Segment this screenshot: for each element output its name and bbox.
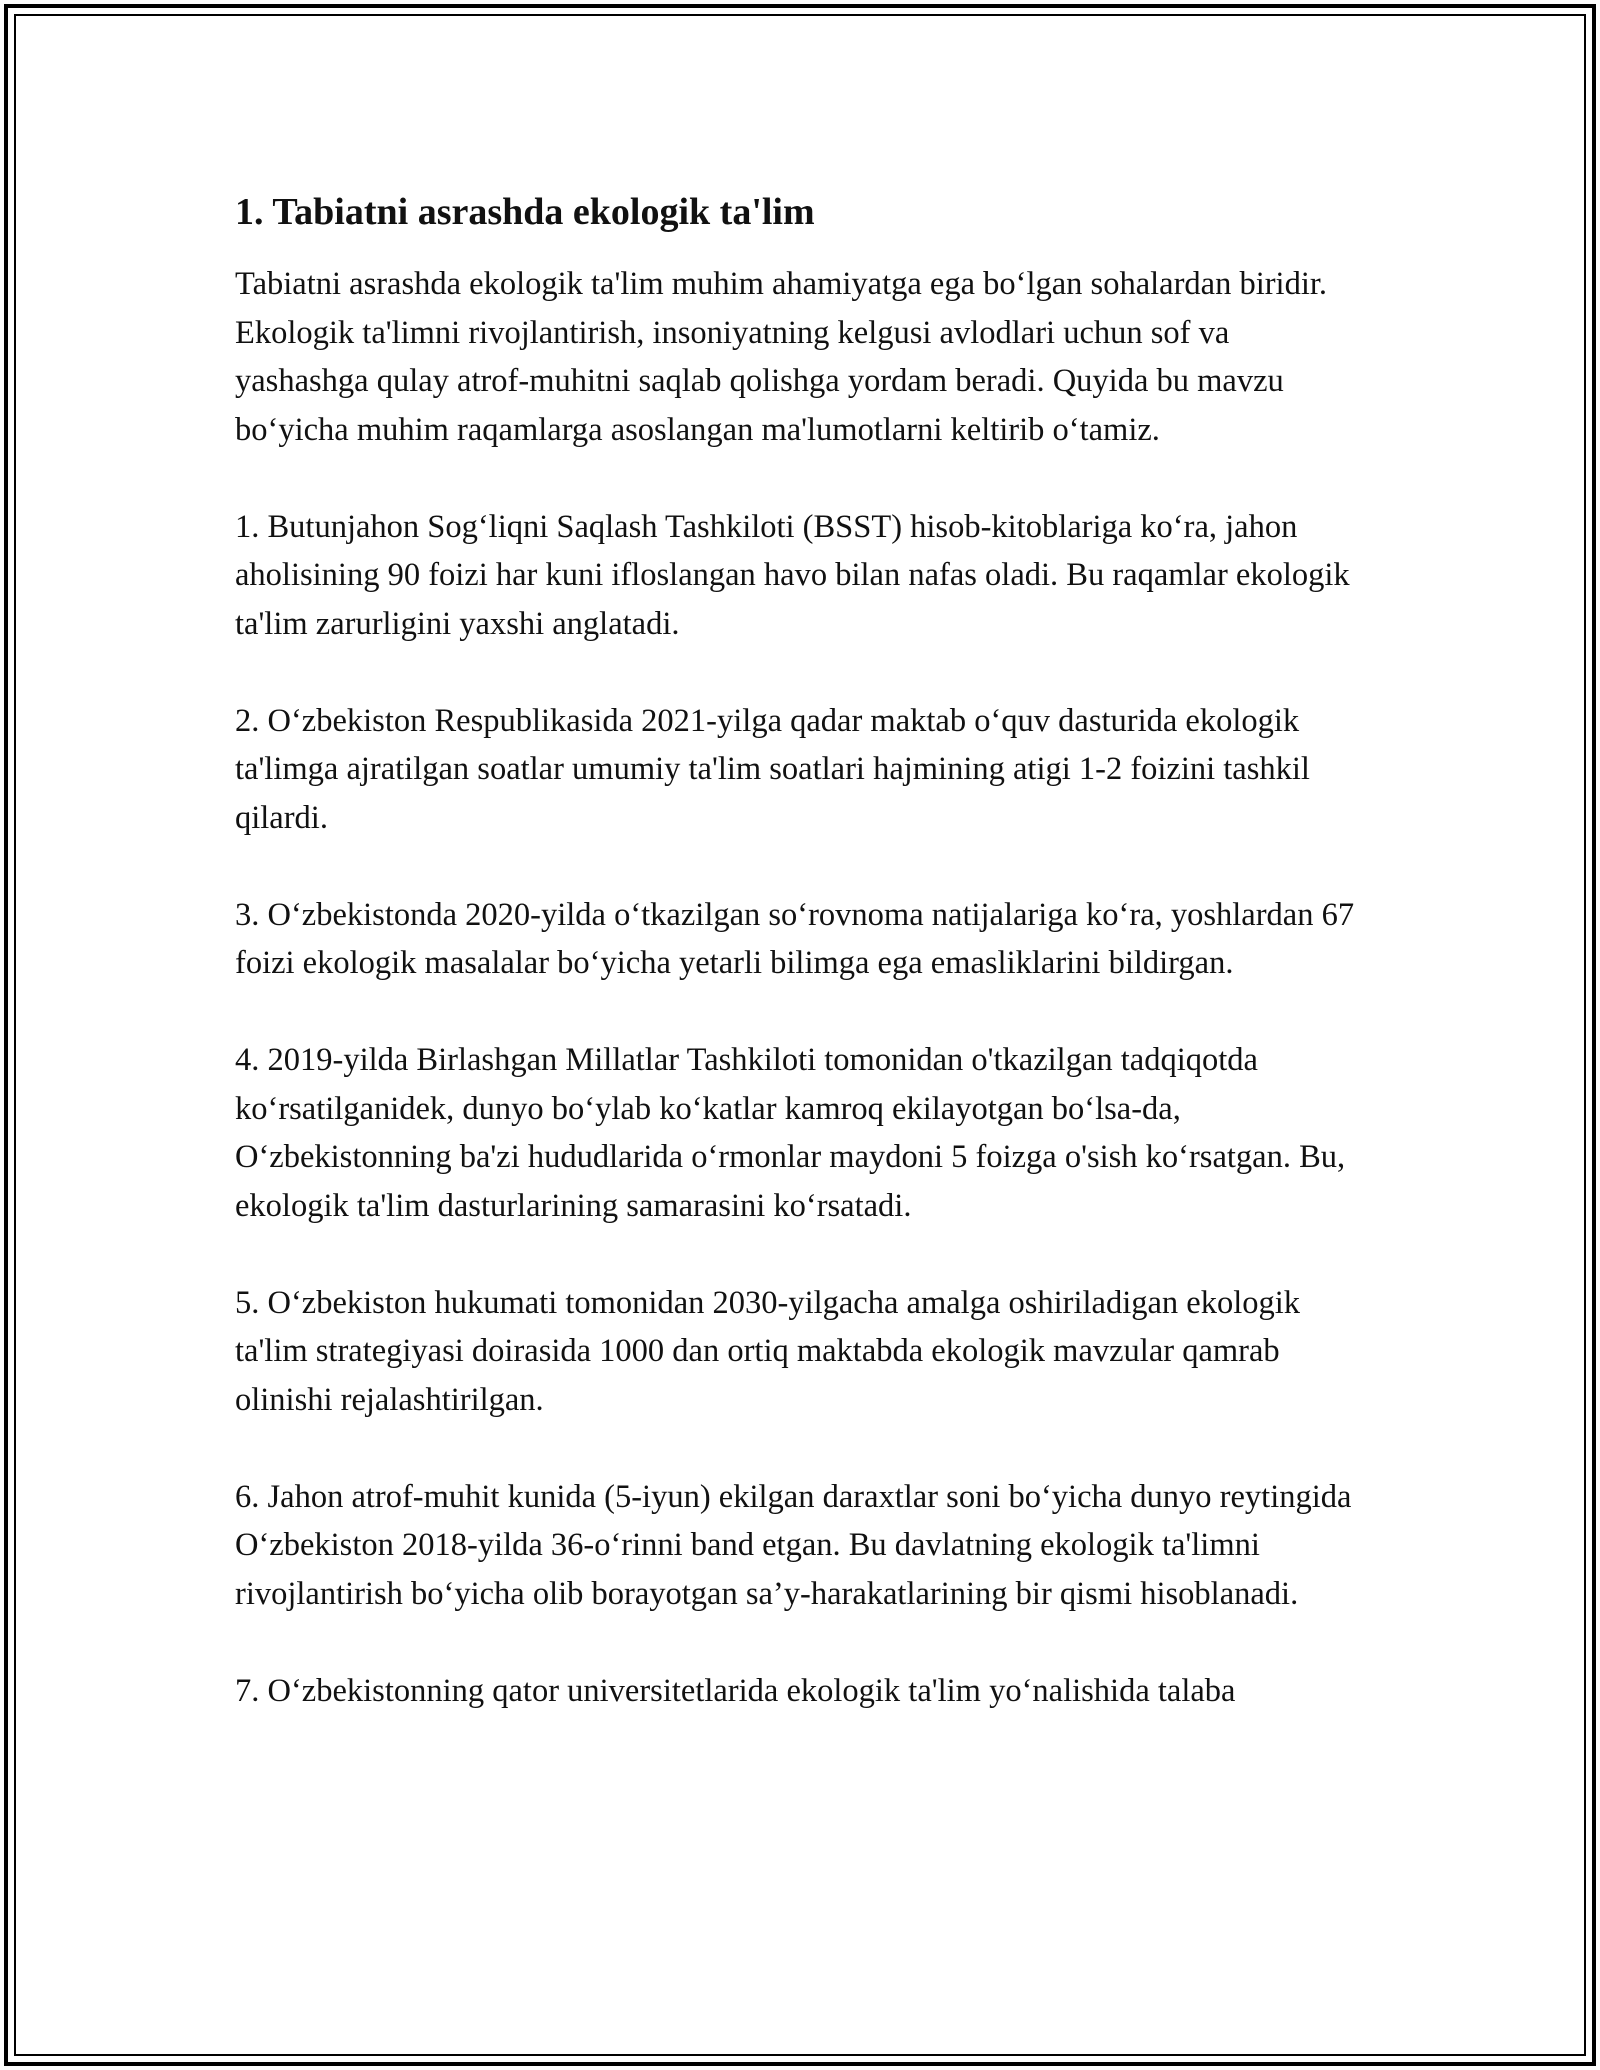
list-item: 1. Butunjahon Sog‘liqni Saqlash Tashkiloti (BSST) hisob-kitoblariga ko‘ra, jahon aholisining 90 foizi har kuni ifloslangan havo bilan nafas oladi. Bu raqamlar ekologik ta'lim zarurligini yaxshi anglatadi. bbox=[235, 508, 1350, 642]
list-item: 4. 2019-yilda Birlashgan Millatlar Tashkiloti tomonidan o'tkazilgan tadqiqotda ko‘rsatilganidek, dunyo bo‘ylab ko‘katlar kamroq ekilayotgan bo‘lsa-da, O‘zbekistonning ba'zi hududlarida o‘rmonlar maydoni 5 foizga o'sish ko‘rsatgan. Bu, ekologik ta'lim dasturlarining samarasini ko‘rsatadi. bbox=[235, 1042, 1346, 1224]
list-item: 2. O‘zbekiston Respublikasida 2021-yilga qadar maktab o‘quv dasturida ekologik ta'limga ajratilgan soatlar umumiy ta'lim soatlari hajmining atigi 1-2 foizini tashkil qilardi. bbox=[235, 702, 1310, 836]
list-item: 7. O‘zbekistonning qator universitetlarida ekologik ta'lim yo‘nalishida talaba bbox=[235, 1672, 1236, 1709]
list-item: 6. Jahon atrof-muhit kunida (5-iyun) ekilgan daraxtlar soni bo‘yicha dunyo reytingida O‘zbekiston 2018-yilda 36-o‘rinni band etgan. Bu davlatning ekologik ta'limni rivojlantirish bo‘yicha olib borayotgan sa’y-harakatlarining bir qismi hisoblanadi. bbox=[235, 1478, 1352, 1612]
section-heading: 1. Tabiatni asrashda ekologik ta'lim bbox=[235, 191, 815, 233]
intro-paragraph: Tabiatni asrashda ekologik ta'lim muhim ahamiyatga ega bo‘lgan sohalardan biridir. Ekologik ta'limni rivojlantirish, insoniyatning kelgusi avlodlari uchun sof va yashashga qulay atrof-muhitni saqlab qolishga yordam beradi. Quyida bu mavzu bo‘yicha muhim raqamlarga asoslangan ma'lumotlarni keltirib o‘tamiz. bbox=[235, 266, 1328, 448]
list-item: 3. O‘zbekistonda 2020-yilda o‘tkazilgan so‘rovnoma natijalariga ko‘ra, yoshlardan 67 foizi ekologik masalalar bo‘yicha yetarli bilimga ega emasliklarini bildirgan. bbox=[235, 896, 1355, 981]
document-body bbox=[235, 186, 1365, 1764]
list-item: 5. O‘zbekiston hukumati tomonidan 2030-yilgacha amalga oshiriladigan ekologik ta'lim strategiyasi doirasida 1000 dan ortiq maktabda ekologik mavzular qamrab olinishi rejalashtirilgan. bbox=[235, 1284, 1301, 1418]
